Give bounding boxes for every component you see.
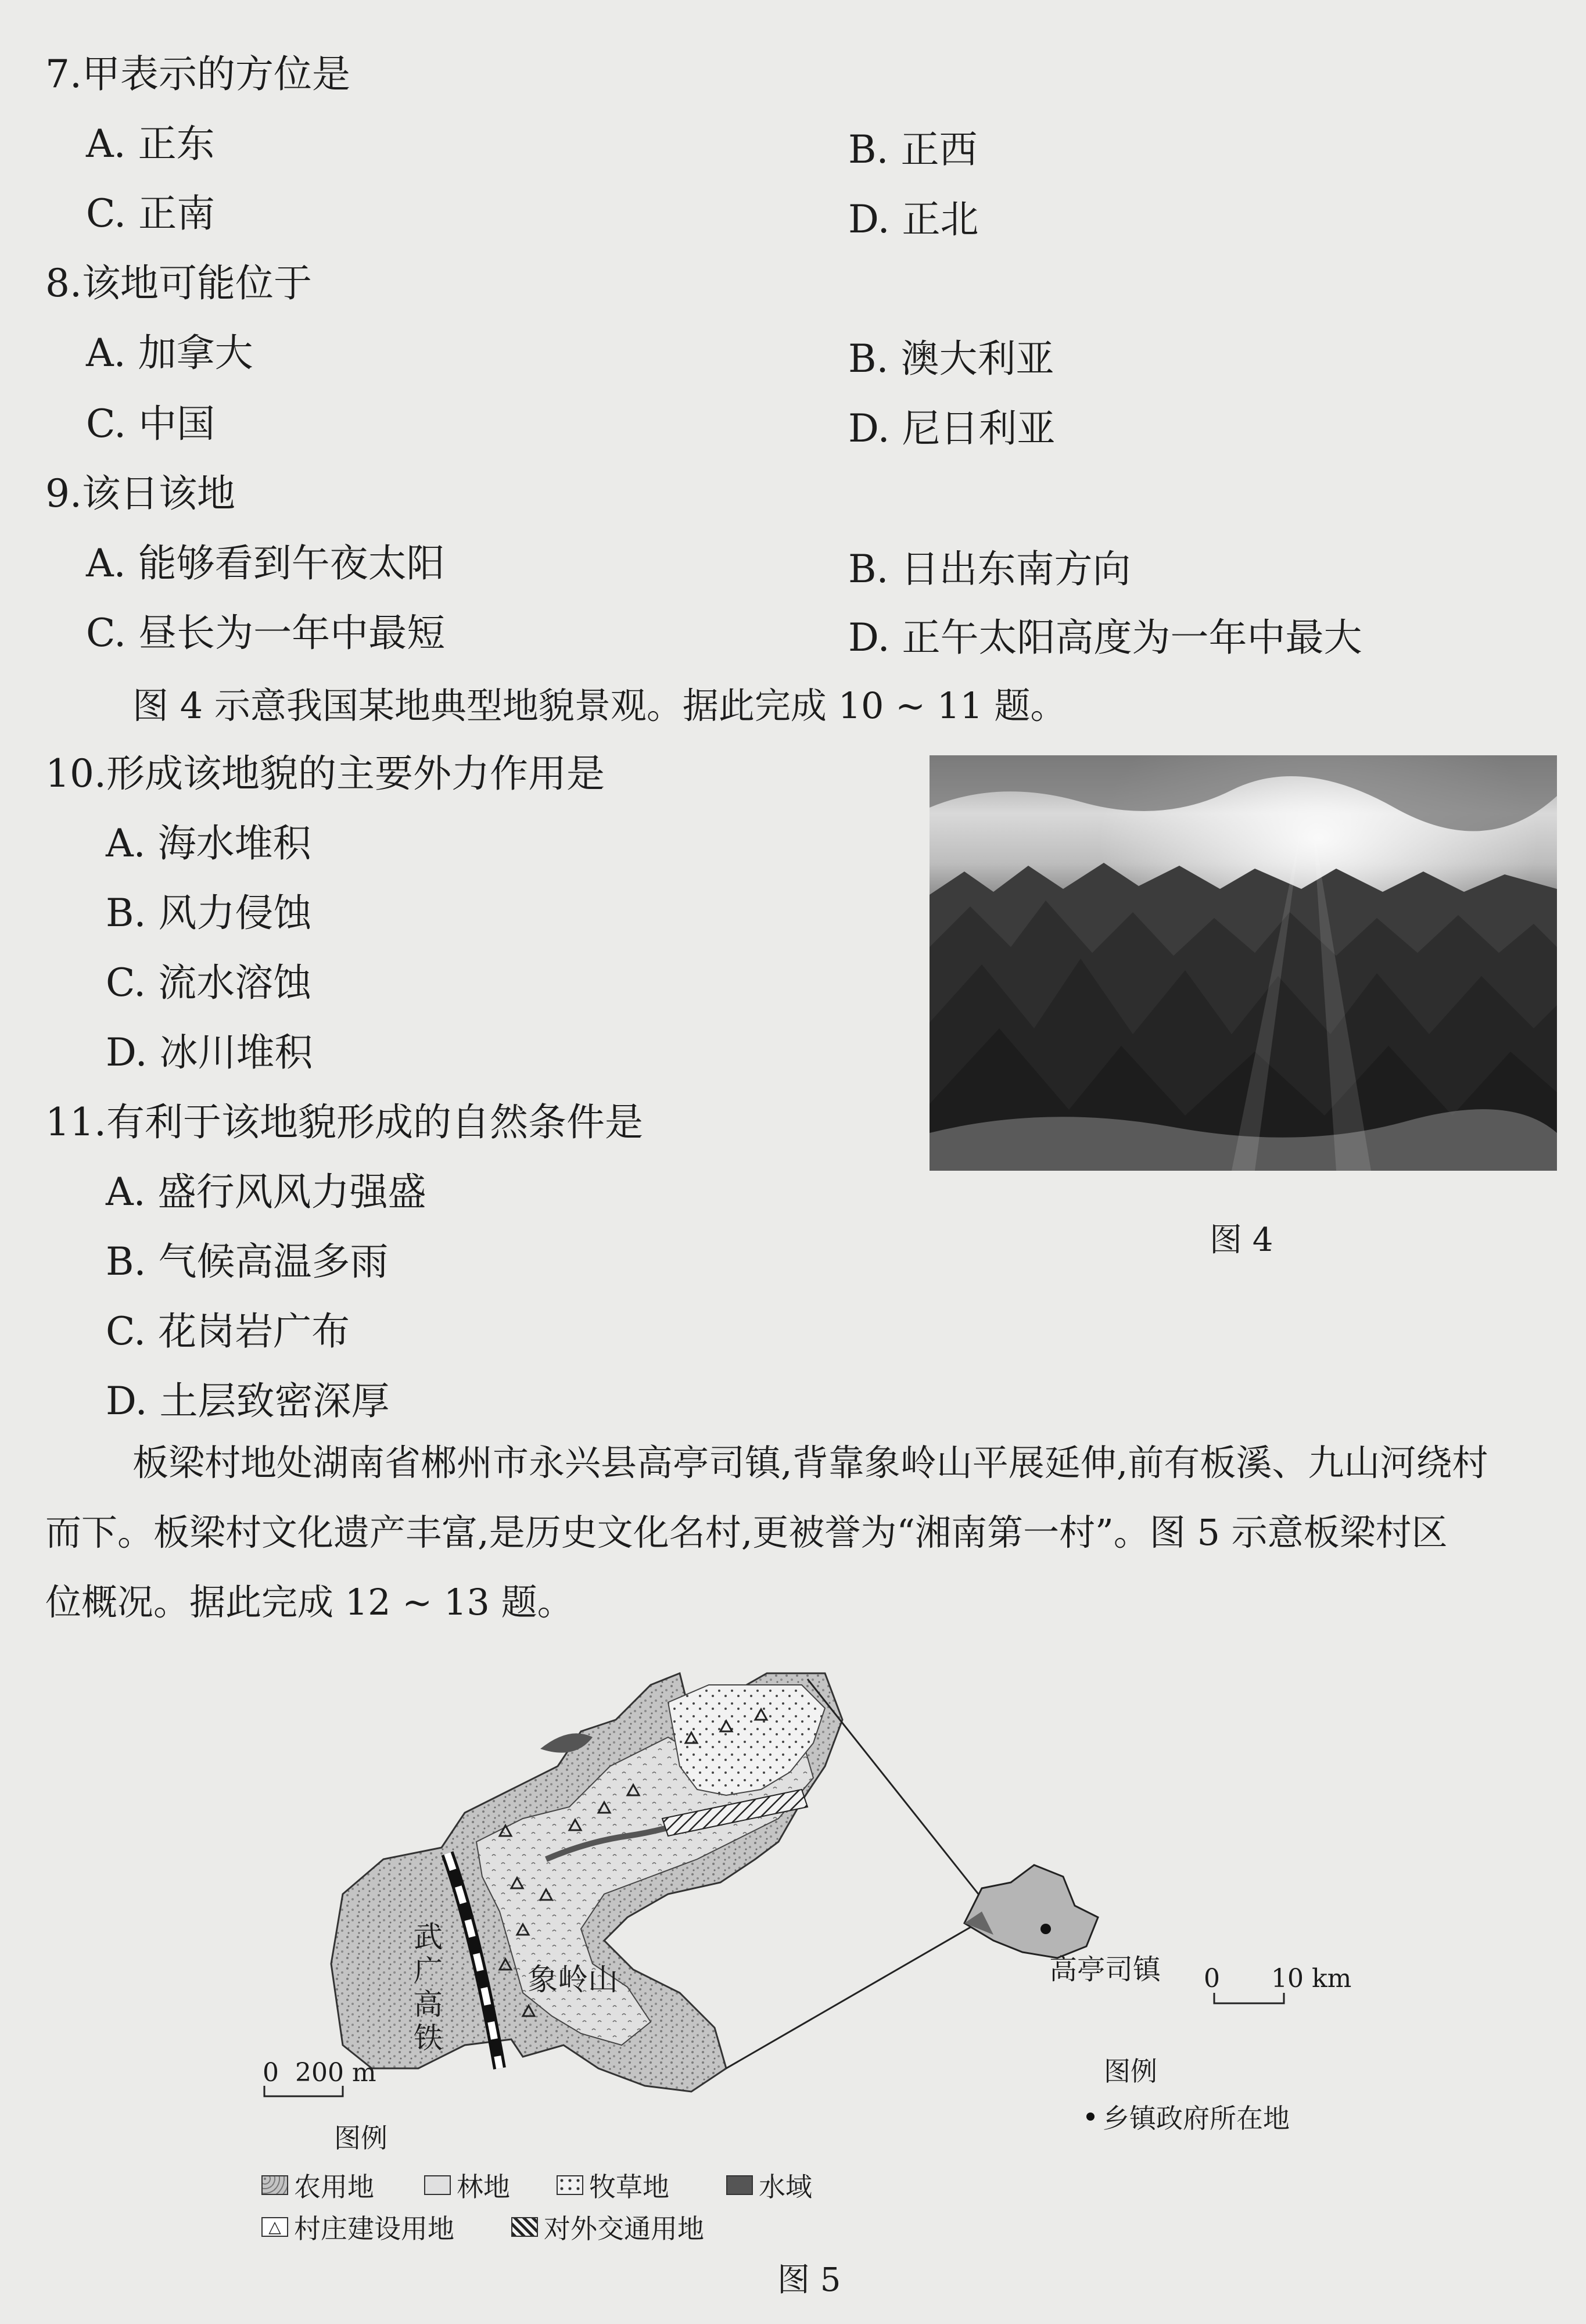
question-7-option-c: C. 正南 [86,191,216,236]
farmland-swatch-icon [261,2175,288,2195]
question-7-option-a: A. 正东 [86,121,215,166]
question-9-stem: 9.该日该地 [45,471,235,516]
triangle-icon: △ [261,2217,288,2237]
question-8-stem: 8.该地可能位于 [45,261,312,306]
legend-title-right: 图例 [1104,2056,1157,2087]
question-8-option-c: C. 中国 [86,401,216,446]
legend-item-grassland: 牧草地 [557,2166,669,2204]
town-government-dot [1040,1924,1051,1934]
mountain-label: 象岭山 [528,1963,619,1997]
figure-5-caption: 图 5 [777,2261,841,2299]
question-11-option-c: C. 花岗岩广布 [106,1309,350,1354]
intro-figure-5-line-1: 板梁村地处湖南省郴州市永兴县高亭司镇,背靠象岭山平展延伸,前有板溪、九山河绕村 [132,1441,1488,1484]
scale-right-value: 10 km [1271,1964,1352,1993]
question-9-option-b: B. 日出东南方向 [848,547,1131,591]
question-11-option-b: B. 气候高温多雨 [106,1239,389,1284]
question-9-option-c: C. 昼长为一年中最短 [86,611,446,655]
question-11-option-d: D. 土层致密深厚 [106,1379,390,1423]
intro-figure-5-line-3: 位概况。据此完成 12 ~ 13 题。 [45,1581,573,1623]
question-7-stem: 7.甲表示的方位是 [45,52,350,96]
question-9-option-d: D. 正午太阳高度为一年中最大 [848,615,1362,660]
question-8-option-a: A. 加拿大 [86,331,253,375]
legend-town-government: 乡镇政府所在地 [1086,2097,1290,2136]
legend-item-forest: 林地 [424,2166,510,2204]
question-10-option-b: B. 风力侵蚀 [106,891,312,935]
question-11-option-a: A. 盛行风风力强盛 [106,1170,426,1214]
scale-left-label: 0 200 m [263,2058,376,2088]
legend-item-water: 水域 [726,2166,812,2204]
legend-item-village: △ 村庄建设用地 [261,2208,454,2246]
question-8-option-b: B. 澳大利亚 [848,336,1054,381]
intro-figure-4: 图 4 示意我国某地典型地貌景观。据此完成 10 ~ 11 题。 [132,684,1067,727]
question-7-option-d: D. 正北 [848,197,979,242]
scale-right-zero: 0 [1204,1964,1220,1993]
forest-swatch-icon [424,2175,451,2195]
dot-icon [1086,2113,1095,2121]
gaotingsi-town-region [964,1865,1098,1958]
intro-figure-5-line-2: 而下。板梁村文化遗产丰富,是历史文化名村,更被誉为“湘南第一村”。图 5 示意板梁村区 [45,1511,1448,1554]
legend-title-left: 图例 [334,2122,387,2154]
legend-item-transport: 对外交通用地 [511,2208,704,2246]
hatch-swatch-icon [511,2217,538,2237]
question-9-option-a: A. 能够看到午夜太阳 [86,541,445,586]
figure-4-caption: 图 4 [1210,1221,1273,1259]
question-10-stem: 10.形成该地貌的主要外力作用是 [45,751,605,796]
question-10-option-a: A. 海水堆积 [106,821,311,866]
railway-label: 武广高铁 [414,1920,443,2055]
town-label: 高亭司镇 [1049,1953,1161,1986]
question-10-option-d: D. 冰川堆积 [106,1030,313,1075]
question-7-option-b: B. 正西 [848,127,978,172]
legend-item-farmland: 农用地 [261,2166,374,2204]
question-8-option-d: D. 尼日利亚 [848,406,1056,451]
water-swatch-icon [726,2175,753,2195]
grassland-swatch-icon [557,2175,583,2195]
question-11-stem: 11.有利于该地貌形成的自然条件是 [45,1100,643,1145]
question-10-option-c: C. 流水溶蚀 [106,960,312,1005]
